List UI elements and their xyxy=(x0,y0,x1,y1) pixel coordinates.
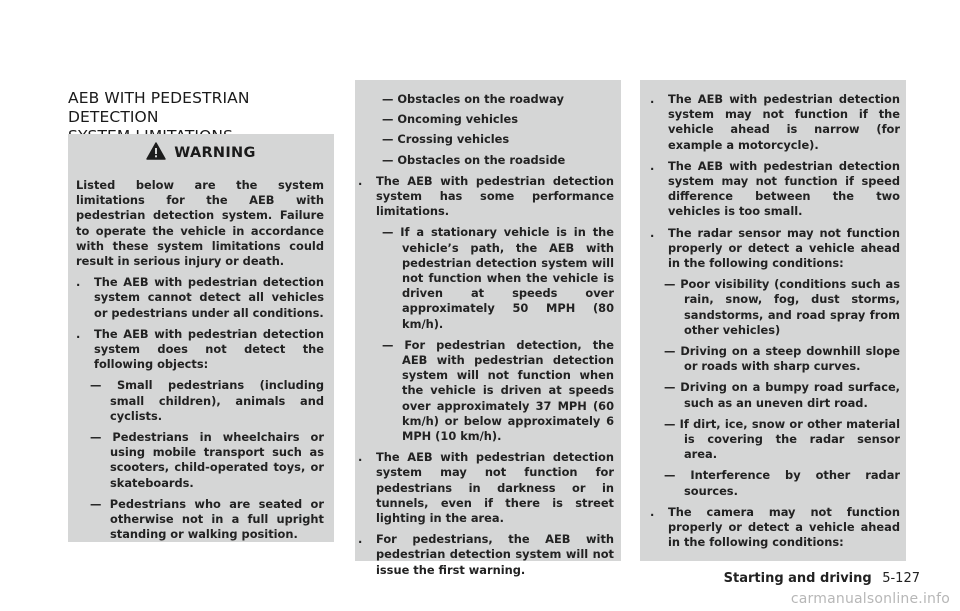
bullet-item xyxy=(650,505,900,551)
bullet-item xyxy=(76,327,324,373)
warning-column-2 xyxy=(358,92,614,584)
bullet-mark: . xyxy=(76,326,81,341)
bullet-mark: . xyxy=(358,532,363,547)
dash-item: — Small pedestrians (including small children), animals and cyclists. xyxy=(90,378,324,423)
bullet-item xyxy=(358,174,614,220)
bullet-mark: . xyxy=(358,173,363,188)
bullet-item xyxy=(358,532,614,578)
bullet-item xyxy=(358,450,614,526)
bullet-mark: . xyxy=(76,275,81,290)
bullet-mark: . xyxy=(650,158,655,173)
dash-item: — Obstacles on the roadway xyxy=(382,92,564,106)
bullet-text: For pedestrians, the AEB with pedestrian detection system will not issue the first warning. xyxy=(376,532,614,577)
warning-title: WARNING xyxy=(174,145,256,161)
footer-page-number: 5-127 xyxy=(882,571,920,586)
warning-intro: Listed below are the system limitations for the AEB with pedestrian detection system. Failure to operate the vehicle in accordance with these system limitations could result in serious injury or death. xyxy=(76,178,324,269)
dash-item: — Poor visibility (conditions such as rain, snow, fog, dust storms, sandstorms, and road spray from other vehicles) xyxy=(664,277,900,337)
page-footer xyxy=(724,571,920,586)
bullet-item xyxy=(650,226,900,272)
bullet-mark: . xyxy=(650,504,655,519)
bullet-text: The AEB with pedestrian detection system cannot detect all vehicles or pedestrians under all conditions. xyxy=(94,275,324,320)
bullet-text: The radar sensor may not function properly or detect a vehicle ahead in the following conditions: xyxy=(668,225,900,271)
warning-header xyxy=(68,142,334,164)
footer-section-title: Starting and driving xyxy=(723,571,872,586)
bullet-mark: . xyxy=(650,92,655,106)
dash-item: — For pedestrian detection, the AEB with pedestrian detection system will not function when the vehicle is driven at speeds over approximately 37 MPH (60 km/h) or below approximately 6 MPH (10 km/h). xyxy=(382,337,614,444)
dash-item: — Driving on a bumpy road surface, such as an uneven dirt road. xyxy=(664,380,900,410)
dash-item: — If dirt, ice, snow or other material is covering the radar sensor area. xyxy=(664,416,900,462)
bullet-text: The AEB with pedestrian detection system has some performance limitations. xyxy=(376,173,614,219)
bullet-mark: . xyxy=(650,225,655,240)
bullet-text: The AEB with pedestrian detection system may not function if speed difference between the two vehicles is too small. xyxy=(668,158,900,219)
dash-item: — Driving on a steep downhill slope or roads with sharp curves. xyxy=(664,344,900,374)
warning-column-1 xyxy=(76,178,324,548)
dash-item: — Crossing vehicles xyxy=(382,132,510,147)
dash-item: — Pedestrians in wheelchairs or using mobile transport such as scooters, child-operated toys, or skateboards. xyxy=(90,430,324,490)
dash-item: — If a stationary vehicle is in the vehicle’s path, the AEB with pedestrian detection system will not function when the vehicle is driven at speeds over approximately 50 MPH (80 km/h). xyxy=(382,225,614,331)
bullet-text: The AEB with pedestrian detection system may not function for pedestrians in darkness or in tunnels, even if there is street lighting in the area. xyxy=(376,450,614,526)
bullet-mark: . xyxy=(358,450,363,465)
bullet-text: The AEB with pedestrian detection system may not function if the vehicle ahead is narrow (for example a motorcycle). xyxy=(668,92,900,152)
warning-column-3 xyxy=(650,92,900,556)
bullet-text: The AEB with pedestrian detection system does not detect the following objects: xyxy=(94,326,324,372)
dash-item: — Obstacles on the roadside xyxy=(382,152,566,167)
warning-triangle-icon xyxy=(146,142,166,164)
bullet-item xyxy=(650,92,900,153)
bullet-text: The camera may not function properly or detect a vehicle ahead in the following conditions: xyxy=(668,504,900,550)
dash-item: — Oncoming vehicles xyxy=(382,112,519,127)
bullet-item xyxy=(76,275,324,321)
watermark: carmanualsonline.info xyxy=(790,591,950,607)
dash-item: — Interference by other radar sources. xyxy=(664,468,900,498)
section-heading-line1: AEB WITH PEDESTRIAN DETECTION xyxy=(68,89,250,126)
dash-item: — Pedestrians who are seated or otherwise not in a full upright standing or walking position. xyxy=(90,496,324,542)
bullet-item xyxy=(650,159,900,220)
